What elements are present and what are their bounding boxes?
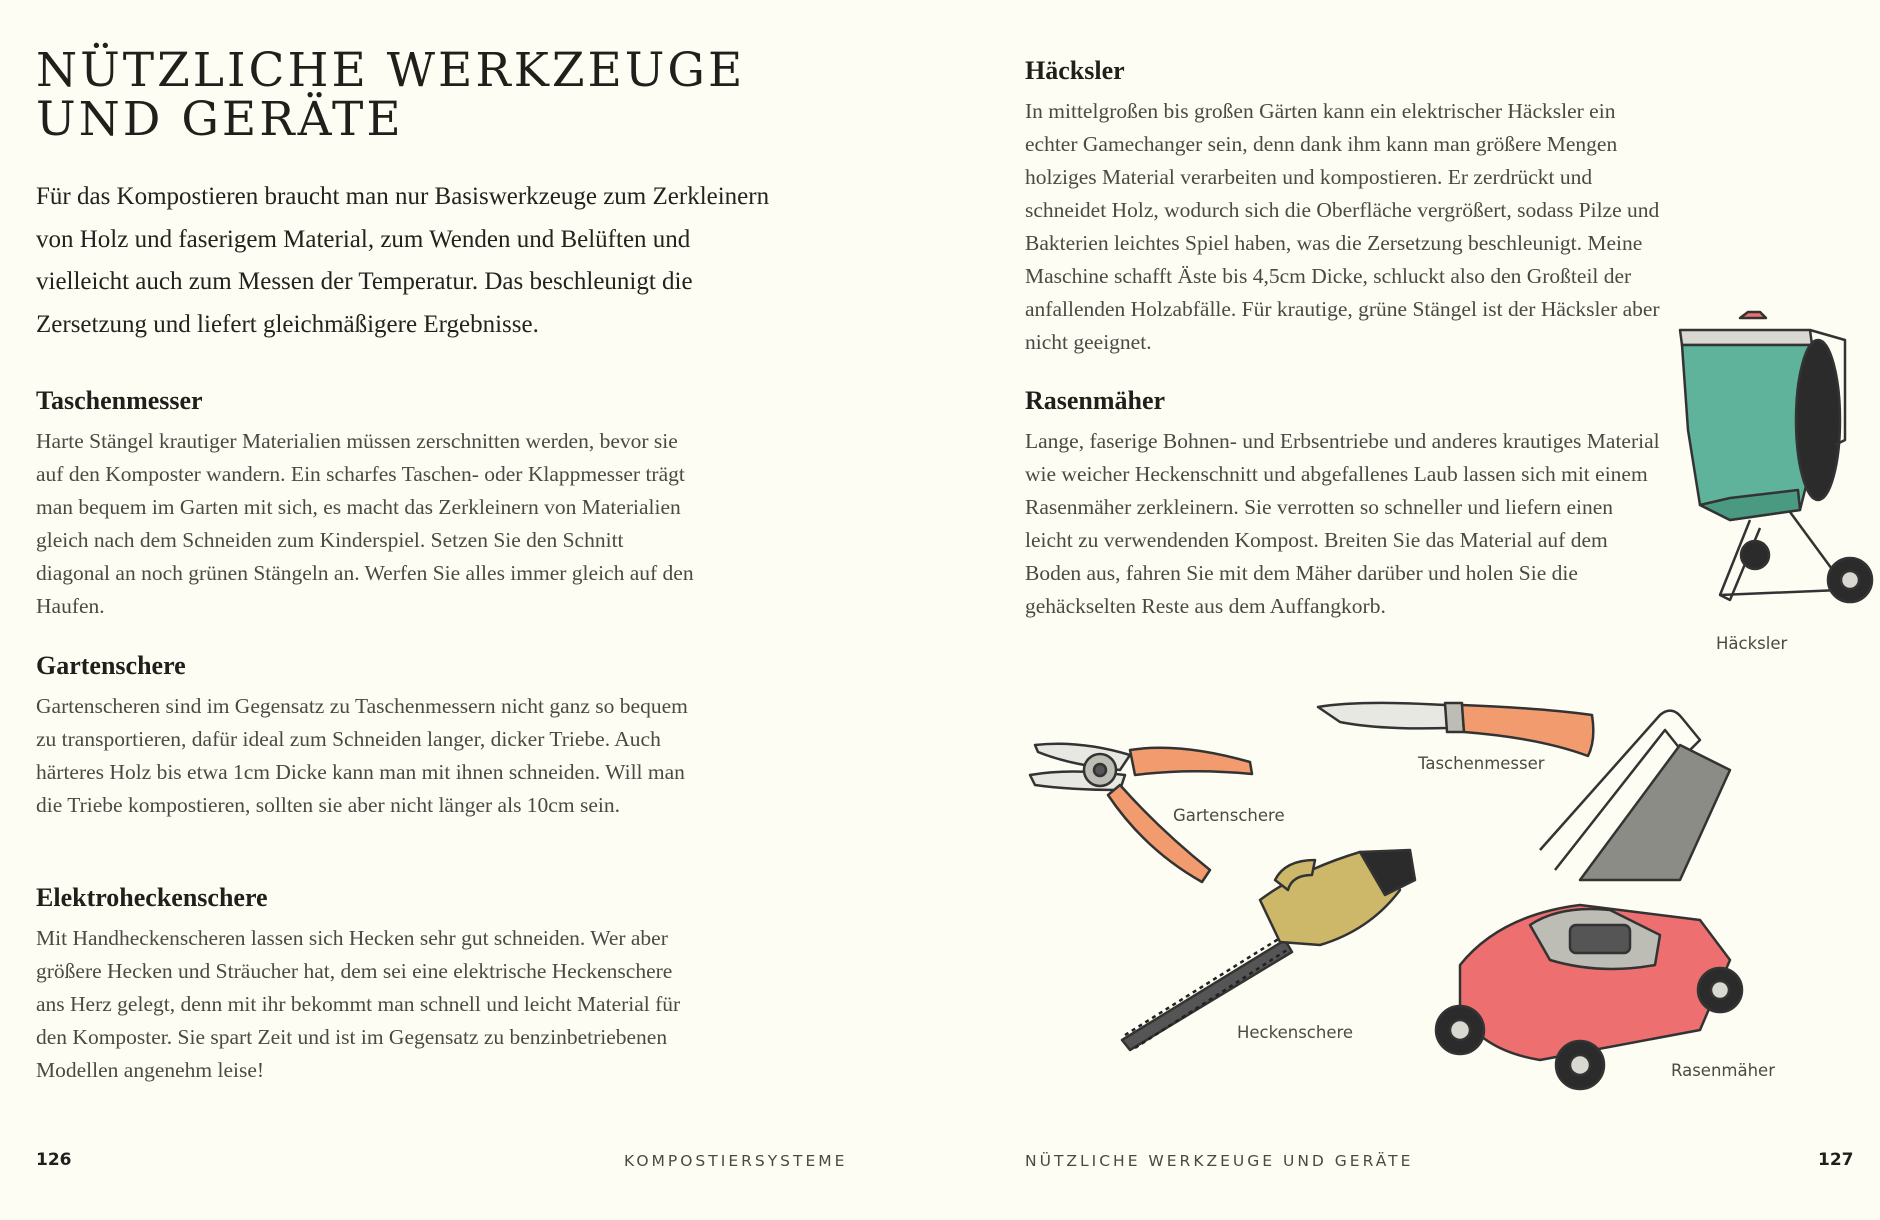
tool-illustrations [940, 0, 1880, 1220]
page-title-line-1: NÜTZLICHE WERKZEUGE [36, 43, 746, 98]
section-taschenmesser [36, 385, 696, 623]
running-head-left: KOMPOSTIERSYSTEME [624, 1152, 848, 1170]
page-title-line-2: UND GERÄTE [36, 92, 404, 147]
running-head-right: NÜTZLICHE WERKZEUGE UND GERÄTE [1025, 1152, 1414, 1170]
section-body: In mittelgroßen bis großen Gärten kann ein elektrischer Häcksler ein echter Gamechanger sein, denn dank ihm kann man größere Mengen holziges Material verarbeiten und kompostieren. Er zerdrückt und schneidet Holz, wodurch sich die Oberfläche vergrößert, sodass Pilze und Bakterien leichtes Spiel haben, was die Zersetzung beschleunigt. Meine Maschine schafft Äste bis 4,5cm Dicke, schluckt also den Großteil der anfallenden Holzabfälle. Für krautige, grüne Stängel ist der Häcksler aber nicht geeignet. [1025, 99, 1660, 354]
chipper-illustration [1680, 312, 1872, 602]
caption-rasenmaeher: Rasenmäher [1671, 1061, 1775, 1080]
caption-taschenmesser: Taschenmesser [1418, 754, 1545, 773]
caption-heckenschere: Heckenschere [1237, 1023, 1354, 1042]
section-heading: Gartenschere [36, 651, 186, 680]
section-elektroheckenschere [36, 882, 696, 1087]
section-heading: Rasenmäher [1025, 386, 1166, 415]
page-title [36, 43, 746, 147]
page-number-left: 126 [36, 1150, 72, 1170]
section-heading: Taschenmesser [36, 386, 203, 415]
right-page [940, 0, 1880, 1220]
intro-paragraph: Für das Kompostieren braucht man nur Basiswerkzeuge zum Zerkleinern von Holz und faserigem Material, zum Wenden und Belüften und vielleicht auch zum Messen der Temperatur. Das beschleunigt die Zersetzung und liefert gleichmäßigere Ergebnisse. [36, 183, 770, 338]
section-heading: Häcksler [1025, 56, 1125, 85]
section-gartenschere [36, 650, 696, 822]
caption-haecksler: Häcksler [1716, 634, 1788, 653]
section-body: Harte Stängel krautiger Materialien müssen zerschnitten werden, bevor sie auf den Komposter wandern. Ein scharfes Taschen- oder Klappmesser trägt man bequem im Garten mit sich, es macht das Zerkleinern von Materialien gleich nach dem Schneiden zum Kinderspiel. Setzen Sie den Schnitt diagonal an noch grünen Stängeln an. Werfen Sie alles immer gleich auf den Haufen. [36, 429, 694, 618]
pocket-knife-illustration [1318, 703, 1593, 756]
section-heading: Elektroheckenschere [36, 883, 268, 912]
section-body: Lange, faserige Bohnen- und Erbsentriebe und anderes krautiges Material wie weicher Heckenschnitt und abgefallenes Laub lassen sich mit einem Rasenmäher zerkleinern. Sie verrotten so schneller und liefern einen leicht zu verwendenden Kompost. Breiten Sie das Material auf dem Boden aus, fahren Sie mit dem Mäher darüber und holen Sie die gehäckselten Reste aus dem Auffangkorb. [1025, 429, 1660, 618]
caption-gartenschere: Gartenschere [1173, 806, 1285, 825]
hedge-trimmer-illustration [1122, 850, 1415, 1050]
section-body: Mit Handheckenscheren lassen sich Hecken sehr gut schneiden. Wer aber größere Hecken und Sträucher hat, dem sei eine elektrische Heckenschere ans Herz gelegt, denn mit ihr bekommt man schnell und leicht Material für den Komposter. Sie spart Zeit und ist im Gegensatz zu benzinbetriebenen Modellen angenehm leise! [36, 926, 681, 1082]
section-body: Gartenscheren sind im Gegensatz zu Taschenmessern nicht ganz so bequem zu transportieren, dafür ideal zum Schneiden langer, dicker Triebe. Auch härteres Holz bis etwa 1cm Dicke kann man mit ihnen schneiden. Will man die Triebe kompostieren, sollten sie aber nicht länger als 10cm sein. [36, 694, 688, 817]
page-number-right: 127 [1818, 1150, 1854, 1170]
